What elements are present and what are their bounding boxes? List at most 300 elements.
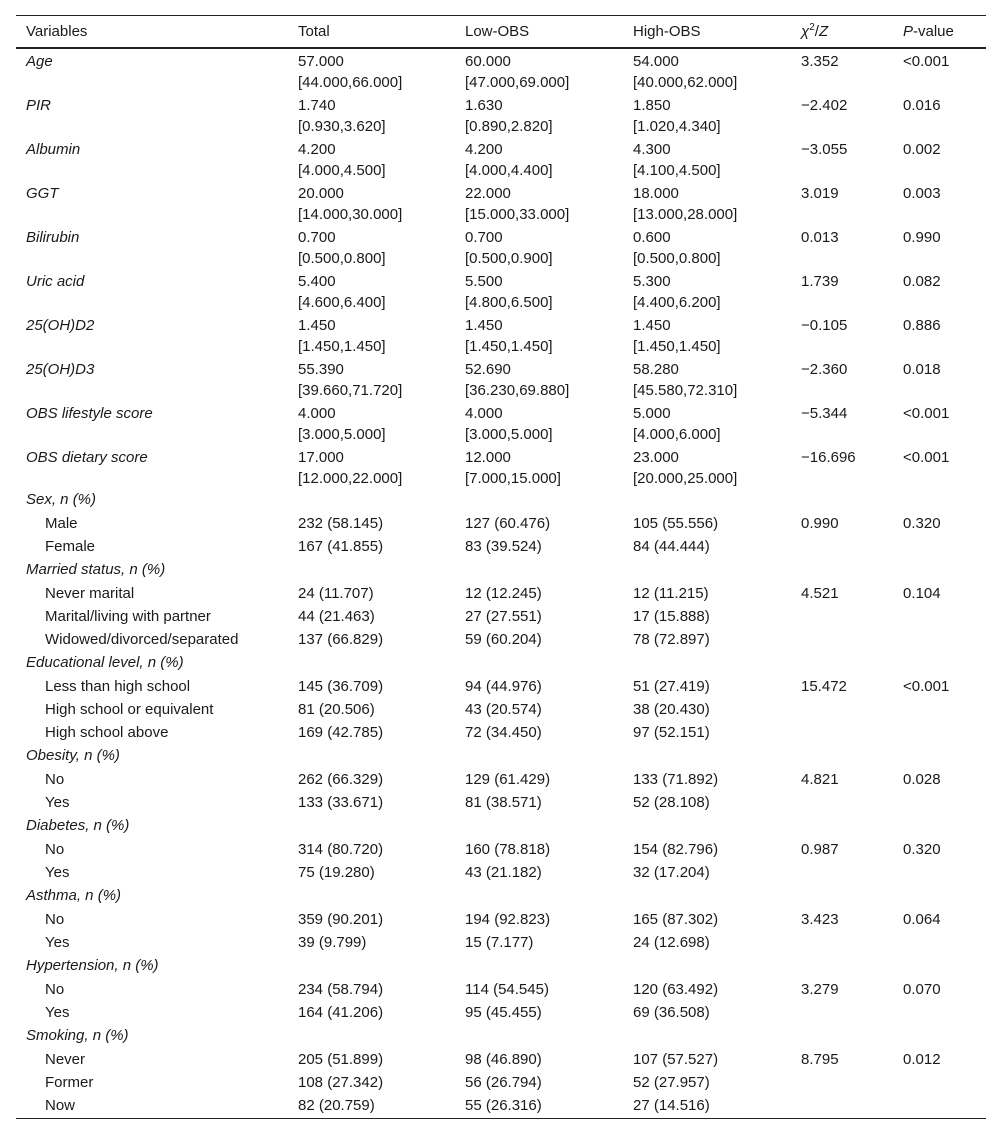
high-obs-value: 17 (15.888) <box>633 608 710 625</box>
level-label: Marital/living with partner <box>45 608 211 625</box>
total-value-median: 57.000 <box>298 53 344 70</box>
header-p-suffix: -value <box>913 23 954 40</box>
variable-name: Uric acid <box>26 273 85 290</box>
low-obs-value <box>455 401 623 445</box>
total-value-median: 1.450 <box>298 317 336 334</box>
high-obs-value: 51 (27.419) <box>633 678 710 695</box>
high-obs-value: 133 (71.892) <box>633 771 719 788</box>
level-label: Yes <box>45 934 70 951</box>
table-row <box>16 768 986 792</box>
empty-cell <box>288 815 455 838</box>
total-value <box>288 225 455 269</box>
empty-cell <box>455 652 623 675</box>
low-obs-value-iqr: [1.450,1.450] <box>465 338 553 355</box>
empty-cell <box>288 559 455 582</box>
level-label: Less than high school <box>45 678 191 695</box>
table-row <box>16 269 986 313</box>
high-obs-value-median: 58.280 <box>633 361 679 378</box>
low-obs-value: 98 (46.890) <box>465 1051 542 1068</box>
low-obs-value <box>455 313 623 357</box>
statistic-value: −5.344 <box>801 405 848 422</box>
high-obs-value: 107 (57.527) <box>633 1051 719 1068</box>
low-obs-value <box>455 93 623 137</box>
empty-cell <box>791 606 893 629</box>
total-value: 81 (20.506) <box>298 701 375 718</box>
statistic-value: 3.423 <box>801 911 839 928</box>
category-header-row <box>16 745 986 768</box>
low-obs-value <box>455 357 623 401</box>
total-value: 169 (42.785) <box>298 724 384 741</box>
total-value-median: 0.700 <box>298 229 336 246</box>
p-value: <0.001 <box>903 53 950 70</box>
empty-cell <box>893 606 986 629</box>
low-obs-value-median: 5.500 <box>465 273 503 290</box>
high-obs-value-median: 0.600 <box>633 229 671 246</box>
empty-cell <box>893 652 986 675</box>
empty-cell <box>893 1025 986 1048</box>
high-obs-value-median: 23.000 <box>633 449 679 466</box>
category-header-row <box>16 1025 986 1048</box>
empty-cell <box>288 489 455 512</box>
total-value: 108 (27.342) <box>298 1074 384 1091</box>
low-obs-value-iqr: [7.000,15.000] <box>465 470 561 487</box>
header-p-letter: P <box>903 23 914 40</box>
total-value <box>288 357 455 401</box>
low-obs-value: 72 (34.450) <box>465 724 542 741</box>
statistic-value: 3.279 <box>801 981 839 998</box>
total-value: 133 (33.671) <box>298 794 384 811</box>
category-name: Smoking, n (%) <box>26 1027 129 1044</box>
p-value: 0.082 <box>903 273 941 290</box>
statistic-value: 0.987 <box>801 841 839 858</box>
total-value <box>288 48 455 93</box>
level-label: Yes <box>45 794 70 811</box>
variable-name: Bilirubin <box>26 229 80 246</box>
total-value <box>288 445 455 489</box>
empty-cell <box>455 955 623 978</box>
low-obs-value: 94 (44.976) <box>465 678 542 695</box>
p-value: 0.003 <box>903 185 941 202</box>
total-value: 232 (58.145) <box>298 515 384 532</box>
level-label: Never <box>45 1051 86 1068</box>
total-value-iqr: [1.450,1.450] <box>298 338 386 355</box>
high-obs-value-iqr: [4.400,6.200] <box>633 294 721 311</box>
high-obs-value <box>623 269 791 313</box>
p-value: 0.990 <box>903 229 941 246</box>
total-value-iqr: [4.600,6.400] <box>298 294 386 311</box>
high-obs-value <box>623 313 791 357</box>
high-obs-value-median: 54.000 <box>633 53 679 70</box>
high-obs-value-median: 18.000 <box>633 185 679 202</box>
table-row <box>16 445 986 489</box>
header-low-obs: Low-OBS <box>455 16 623 49</box>
low-obs-value <box>455 137 623 181</box>
total-value: 359 (90.201) <box>298 911 384 928</box>
level-label: High school or equivalent <box>45 701 214 718</box>
total-value-iqr: [4.000,4.500] <box>298 162 386 179</box>
table-row <box>16 137 986 181</box>
high-obs-value-median: 1.850 <box>633 97 671 114</box>
level-label: No <box>45 771 65 788</box>
table-row <box>16 1002 986 1025</box>
total-value-iqr: [0.930,3.620] <box>298 118 386 135</box>
p-value: 0.320 <box>903 515 941 532</box>
total-value-median: 55.390 <box>298 361 344 378</box>
low-obs-value: 81 (38.571) <box>465 794 542 811</box>
statistic-value: 4.521 <box>801 585 839 602</box>
statistic-value: −16.696 <box>801 449 856 466</box>
empty-cell <box>791 885 893 908</box>
empty-cell <box>893 932 986 955</box>
total-value: 314 (80.720) <box>298 841 384 858</box>
low-obs-value-iqr: [47.000,69.000] <box>465 74 570 91</box>
empty-cell <box>791 1025 893 1048</box>
category-name: Sex, n (%) <box>26 491 97 508</box>
empty-cell <box>288 652 455 675</box>
statistic-value: 1.739 <box>801 273 839 290</box>
empty-cell <box>791 955 893 978</box>
high-obs-value: 27 (14.516) <box>623 1095 791 1119</box>
category-header-row <box>16 955 986 978</box>
table-row <box>16 401 986 445</box>
total-value: 39 (9.799) <box>298 934 367 951</box>
total-value-median: 20.000 <box>298 185 344 202</box>
total-value-iqr: [0.500,0.800] <box>298 250 386 267</box>
statistic-value: 15.472 <box>801 678 847 695</box>
low-obs-value-median: 4.000 <box>465 405 503 422</box>
p-value: 0.104 <box>903 585 941 602</box>
high-obs-value-iqr: [4.000,6.000] <box>633 426 721 443</box>
low-obs-value: 160 (78.818) <box>465 841 551 858</box>
level-label: No <box>45 841 65 858</box>
high-obs-value-iqr: [20.000,25.000] <box>633 470 738 487</box>
total-value <box>288 313 455 357</box>
table-row <box>16 606 986 629</box>
table-row <box>16 792 986 815</box>
variable-name: GGT <box>26 185 59 202</box>
level-label: Now <box>16 1095 288 1119</box>
category-name: Asthma, n (%) <box>26 887 122 904</box>
low-obs-value: 95 (45.455) <box>465 1004 542 1021</box>
high-obs-value: 97 (52.151) <box>633 724 710 741</box>
low-obs-value-iqr: [4.800,6.500] <box>465 294 553 311</box>
low-obs-value-iqr: [36.230,69.880] <box>465 382 570 399</box>
high-obs-value: 84 (44.444) <box>633 538 710 555</box>
baseline-characteristics-table <box>16 15 986 1119</box>
empty-cell <box>455 489 623 512</box>
high-obs-value <box>623 181 791 225</box>
level-label: Never marital <box>45 585 135 602</box>
high-obs-value <box>623 137 791 181</box>
empty-cell <box>791 815 893 838</box>
empty-cell <box>623 652 791 675</box>
total-value: 44 (21.463) <box>298 608 375 625</box>
high-obs-value-iqr: [40.000,62.000] <box>633 74 738 91</box>
header-chi-symbol: χ <box>801 23 810 40</box>
level-label: No <box>45 911 65 928</box>
empty-cell <box>288 955 455 978</box>
empty-cell <box>893 559 986 582</box>
category-header-row <box>16 815 986 838</box>
total-value-iqr: [3.000,5.000] <box>298 426 386 443</box>
p-value: 0.016 <box>903 97 941 114</box>
low-obs-value-median: 12.000 <box>465 449 511 466</box>
empty-cell <box>893 1095 986 1119</box>
total-value-median: 4.200 <box>298 141 336 158</box>
table-body <box>16 48 986 1119</box>
total-value: 205 (51.899) <box>298 1051 384 1068</box>
total-value-iqr: [39.660,71.720] <box>298 382 403 399</box>
empty-cell <box>791 699 893 722</box>
low-obs-value <box>455 181 623 225</box>
empty-cell <box>791 652 893 675</box>
high-obs-value-iqr: [1.450,1.450] <box>633 338 721 355</box>
empty-cell <box>455 745 623 768</box>
low-obs-value: 27 (27.551) <box>465 608 542 625</box>
empty-cell <box>623 489 791 512</box>
variable-name: Albumin <box>26 141 81 158</box>
low-obs-value <box>455 445 623 489</box>
statistic-value: 4.821 <box>801 771 839 788</box>
table-row <box>16 722 986 745</box>
p-value: 0.070 <box>903 981 941 998</box>
empty-cell <box>623 559 791 582</box>
low-obs-value: 43 (20.574) <box>465 701 542 718</box>
high-obs-value-iqr: [1.020,4.340] <box>633 118 721 135</box>
category-name: Obesity, n (%) <box>26 747 120 764</box>
table-row <box>16 1048 986 1072</box>
high-obs-value <box>623 225 791 269</box>
table-row <box>16 313 986 357</box>
total-value: 164 (41.206) <box>298 1004 384 1021</box>
total-value <box>288 269 455 313</box>
p-value: 0.012 <box>903 1051 941 1068</box>
table-row <box>16 1072 986 1095</box>
total-value: 234 (58.794) <box>298 981 384 998</box>
empty-cell <box>893 1072 986 1095</box>
table-row <box>16 908 986 932</box>
level-label: Male <box>45 515 78 532</box>
statistic-value: −2.402 <box>801 97 848 114</box>
table-row <box>16 512 986 536</box>
low-obs-value: 194 (92.823) <box>465 911 551 928</box>
total-value <box>288 93 455 137</box>
high-obs-value-iqr: [45.580,72.310] <box>633 382 738 399</box>
empty-cell <box>791 792 893 815</box>
total-value <box>288 137 455 181</box>
empty-cell <box>455 885 623 908</box>
empty-cell <box>791 745 893 768</box>
empty-cell <box>791 559 893 582</box>
low-obs-value: 56 (26.794) <box>465 1074 542 1091</box>
empty-cell <box>791 489 893 512</box>
empty-cell <box>455 559 623 582</box>
category-header-row <box>16 885 986 908</box>
total-value: 75 (19.280) <box>298 864 375 881</box>
table-header <box>16 16 986 49</box>
table-row <box>16 357 986 401</box>
high-obs-value: 120 (63.492) <box>633 981 719 998</box>
low-obs-value-median: 1.450 <box>465 317 503 334</box>
p-value: 0.064 <box>903 911 941 928</box>
low-obs-value-median: 22.000 <box>465 185 511 202</box>
header-slash: / <box>814 23 819 40</box>
table-row <box>16 862 986 885</box>
variable-name: OBS dietary score <box>26 449 148 466</box>
high-obs-value <box>623 445 791 489</box>
table-row <box>16 181 986 225</box>
empty-cell <box>893 722 986 745</box>
empty-cell <box>791 862 893 885</box>
empty-cell <box>455 815 623 838</box>
high-obs-value: 154 (82.796) <box>633 841 719 858</box>
high-obs-value: 24 (12.698) <box>633 934 710 951</box>
table-row <box>16 629 986 652</box>
total-value-median: 5.400 <box>298 273 336 290</box>
empty-cell <box>623 745 791 768</box>
empty-cell <box>791 932 893 955</box>
level-label: Yes <box>45 864 70 881</box>
table-row <box>16 932 986 955</box>
header-z-symbol: Z <box>818 23 829 40</box>
low-obs-value: 114 (54.545) <box>465 981 549 998</box>
header-statistic <box>791 16 893 49</box>
empty-cell <box>623 885 791 908</box>
empty-cell <box>893 955 986 978</box>
low-obs-value <box>455 225 623 269</box>
high-obs-value: 105 (55.556) <box>633 515 719 532</box>
total-value-iqr: [44.000,66.000] <box>298 74 403 91</box>
category-name: Educational level, n (%) <box>26 654 184 671</box>
category-header-row <box>16 559 986 582</box>
high-obs-value-median: 5.300 <box>633 273 671 290</box>
statistic-value: 0.990 <box>801 515 839 532</box>
p-value: <0.001 <box>903 405 950 422</box>
high-obs-value-iqr: [13.000,28.000] <box>633 206 738 223</box>
category-header-row <box>16 489 986 512</box>
low-obs-value: 12 (12.245) <box>465 585 542 602</box>
header-chi-superscript: 2 <box>809 22 815 33</box>
empty-cell <box>623 955 791 978</box>
p-value: 0.002 <box>903 141 941 158</box>
high-obs-value: 32 (17.204) <box>633 864 710 881</box>
total-value: 167 (41.855) <box>298 538 384 555</box>
low-obs-value: 127 (60.476) <box>465 515 551 532</box>
total-value-median: 17.000 <box>298 449 344 466</box>
empty-cell <box>791 536 893 559</box>
low-obs-value-iqr: [0.890,2.820] <box>465 118 553 135</box>
high-obs-value <box>623 48 791 93</box>
low-obs-value: 43 (21.182) <box>465 864 542 881</box>
total-value: 137 (66.829) <box>298 631 384 648</box>
empty-cell <box>893 885 986 908</box>
table-container <box>16 15 986 1119</box>
total-value <box>288 181 455 225</box>
low-obs-value-median: 4.200 <box>465 141 503 158</box>
table-row <box>16 1095 986 1119</box>
empty-cell <box>288 1025 455 1048</box>
p-value: <0.001 <box>903 678 950 695</box>
variable-name: Age <box>26 53 53 70</box>
variable-name: PIR <box>26 97 52 114</box>
table-row <box>16 225 986 269</box>
table-row <box>16 675 986 699</box>
empty-cell <box>893 699 986 722</box>
high-obs-value: 38 (20.430) <box>633 701 710 718</box>
statistic-value: 3.019 <box>801 185 839 202</box>
empty-cell <box>288 885 455 908</box>
high-obs-value-iqr: [4.100,4.500] <box>633 162 721 179</box>
level-label: High school above <box>45 724 169 741</box>
table-row <box>16 978 986 1002</box>
variable-name: 25(OH)D3 <box>26 361 95 378</box>
high-obs-value-median: 5.000 <box>633 405 671 422</box>
low-obs-value-median: 52.690 <box>465 361 511 378</box>
total-value-median: 1.740 <box>298 97 336 114</box>
total-value: 24 (11.707) <box>298 585 374 602</box>
p-value: 0.028 <box>903 771 941 788</box>
empty-cell <box>893 815 986 838</box>
p-value: <0.001 <box>903 449 950 466</box>
empty-cell <box>893 745 986 768</box>
header-p-value <box>893 16 986 49</box>
low-obs-value-iqr: [0.500,0.900] <box>465 250 553 267</box>
low-obs-value-iqr: [15.000,33.000] <box>465 206 570 223</box>
high-obs-value-iqr: [0.500,0.800] <box>633 250 721 267</box>
table-row <box>16 582 986 606</box>
empty-cell <box>893 536 986 559</box>
category-name: Married status, n (%) <box>26 561 166 578</box>
statistic-value: −3.055 <box>801 141 848 158</box>
empty-cell <box>791 1002 893 1025</box>
empty-cell <box>893 792 986 815</box>
header-row <box>16 16 986 49</box>
empty-cell <box>893 862 986 885</box>
total-value: 82 (20.759) <box>288 1095 455 1119</box>
low-obs-value-iqr: [4.000,4.400] <box>465 162 553 179</box>
header-variables: Variables <box>16 16 288 49</box>
table-row <box>16 536 986 559</box>
table-row <box>16 93 986 137</box>
total-value: 145 (36.709) <box>298 678 384 695</box>
p-value: 0.886 <box>903 317 941 334</box>
high-obs-value <box>623 93 791 137</box>
header-total: Total <box>288 16 455 49</box>
statistic-value: −0.105 <box>801 317 848 334</box>
low-obs-value: 83 (39.524) <box>465 538 542 555</box>
empty-cell <box>623 1025 791 1048</box>
statistic-value: 3.352 <box>801 53 839 70</box>
low-obs-value-median: 1.630 <box>465 97 503 114</box>
empty-cell <box>455 1025 623 1048</box>
high-obs-value: 69 (36.508) <box>633 1004 710 1021</box>
total-value-median: 4.000 <box>298 405 336 422</box>
empty-cell <box>791 1072 893 1095</box>
high-obs-value: 165 (87.302) <box>633 911 719 928</box>
header-high-obs: High-OBS <box>623 16 791 49</box>
low-obs-value-median: 0.700 <box>465 229 503 246</box>
low-obs-value <box>455 269 623 313</box>
category-name: Diabetes, n (%) <box>26 817 130 834</box>
total-value: 262 (66.329) <box>298 771 384 788</box>
empty-cell <box>791 722 893 745</box>
low-obs-value: 129 (61.429) <box>465 771 551 788</box>
p-value: 0.018 <box>903 361 941 378</box>
low-obs-value: 59 (60.204) <box>465 631 542 648</box>
level-label: Former <box>45 1074 94 1091</box>
low-obs-value: 55 (26.316) <box>455 1095 623 1119</box>
empty-cell <box>288 745 455 768</box>
